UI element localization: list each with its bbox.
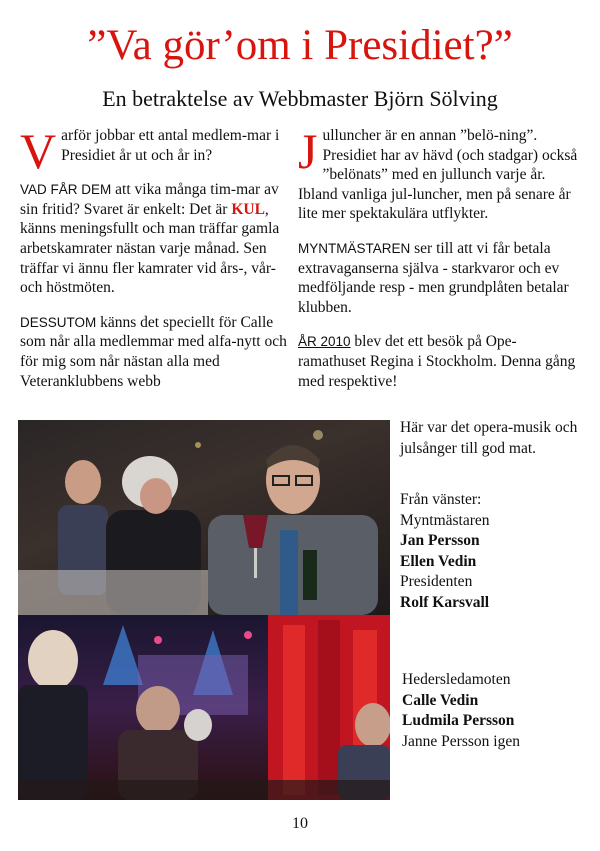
paragraph-text: ulluncher är en annan ”belö-ning”. Presidiet har av hävd (och stadgar) också ”belönats” med en jullunch varje år. Ibland vanliga jul-luncher, men på senare år lite mer spektakulära utflykter.	[298, 127, 578, 223]
paragraph-ar-2010	[298, 332, 580, 391]
caption-bottom-photo-people	[402, 670, 592, 752]
paragraph-julluncher	[298, 123, 580, 224]
photo-opera-hall	[18, 615, 390, 800]
photo-dinner-table	[18, 420, 390, 615]
paragraph-text: ser till att vi får betala extravaganserna själva - starkvaror och ev medföljande resp - men grundplåten betalar klubben.	[298, 239, 569, 316]
caption-line: Hedersledamoten	[402, 671, 511, 688]
caption-line: Presidenten	[400, 573, 473, 590]
caption-name: Ellen Vedin	[400, 552, 477, 570]
page-subtitle: En betraktelse av Webbmaster Björn Sölving	[102, 86, 498, 111]
photo-dinner-table-illustration	[18, 420, 390, 615]
caption-name: Rolf Karsvall	[400, 593, 490, 611]
paragraph-vad-far-dem	[20, 180, 287, 298]
paragraph-myntmastaren	[298, 239, 580, 317]
photo-opera-hall-illustration	[18, 615, 390, 800]
paragraph-lead: VAD FÅR DEM	[20, 182, 112, 198]
paragraph-lead: DESSUTOM	[20, 314, 97, 330]
paragraph-intro	[20, 123, 287, 179]
kul-highlight: KUL	[231, 200, 265, 218]
paragraph-dessutom	[20, 313, 287, 391]
caption-intro: Från vänster:	[400, 491, 482, 508]
caption-opera-music: Här var det opera-musik och julsånger till god mat.	[400, 419, 578, 457]
paragraph-text: arför jobbar ett antal medlem-mar i Presidiet år ut och år in?	[61, 127, 280, 164]
caption-line: Janne Persson igen	[402, 732, 520, 750]
paragraph-text: att vika många tim-mar av sin fritid? Svaret är enkelt: Det är	[20, 181, 279, 218]
paragraph-text: känns det speciellt för Calle som når alla medlemmar med alfa-nytt och för mig som når nästan alla med Veteranklubbens webb	[20, 313, 287, 390]
caption-name: Calle Vedin	[402, 691, 479, 709]
paragraph-text: blev det ett besök på Ope-ramathuset Regina i Stockholm. Denna gång med respektive!	[298, 333, 576, 390]
page-title: ”Va gör’om i Presidiet?”	[87, 22, 513, 69]
paragraph-text: , känns meningsfullt och man träffar gamla arbetskamrater nästan varje månad. Sen träffar vi ännu fler kamrater vid års-, vår- och höstmöten.	[20, 200, 280, 297]
caption-line: Myntmästaren	[400, 511, 490, 529]
article-column-left	[20, 123, 287, 406]
caption-top-photo-people	[400, 490, 590, 613]
paragraph-lead: ÅR 2010	[298, 334, 351, 350]
dropcap: J	[298, 123, 318, 179]
caption-name: Jan Persson	[400, 532, 480, 549]
paragraph-lead: MYNTMÄSTAREN	[298, 240, 411, 256]
dropcap: V	[20, 123, 57, 179]
page-number: 10	[292, 815, 308, 832]
article-column-right	[298, 123, 580, 406]
caption-name: Ludmila Persson	[402, 712, 515, 729]
